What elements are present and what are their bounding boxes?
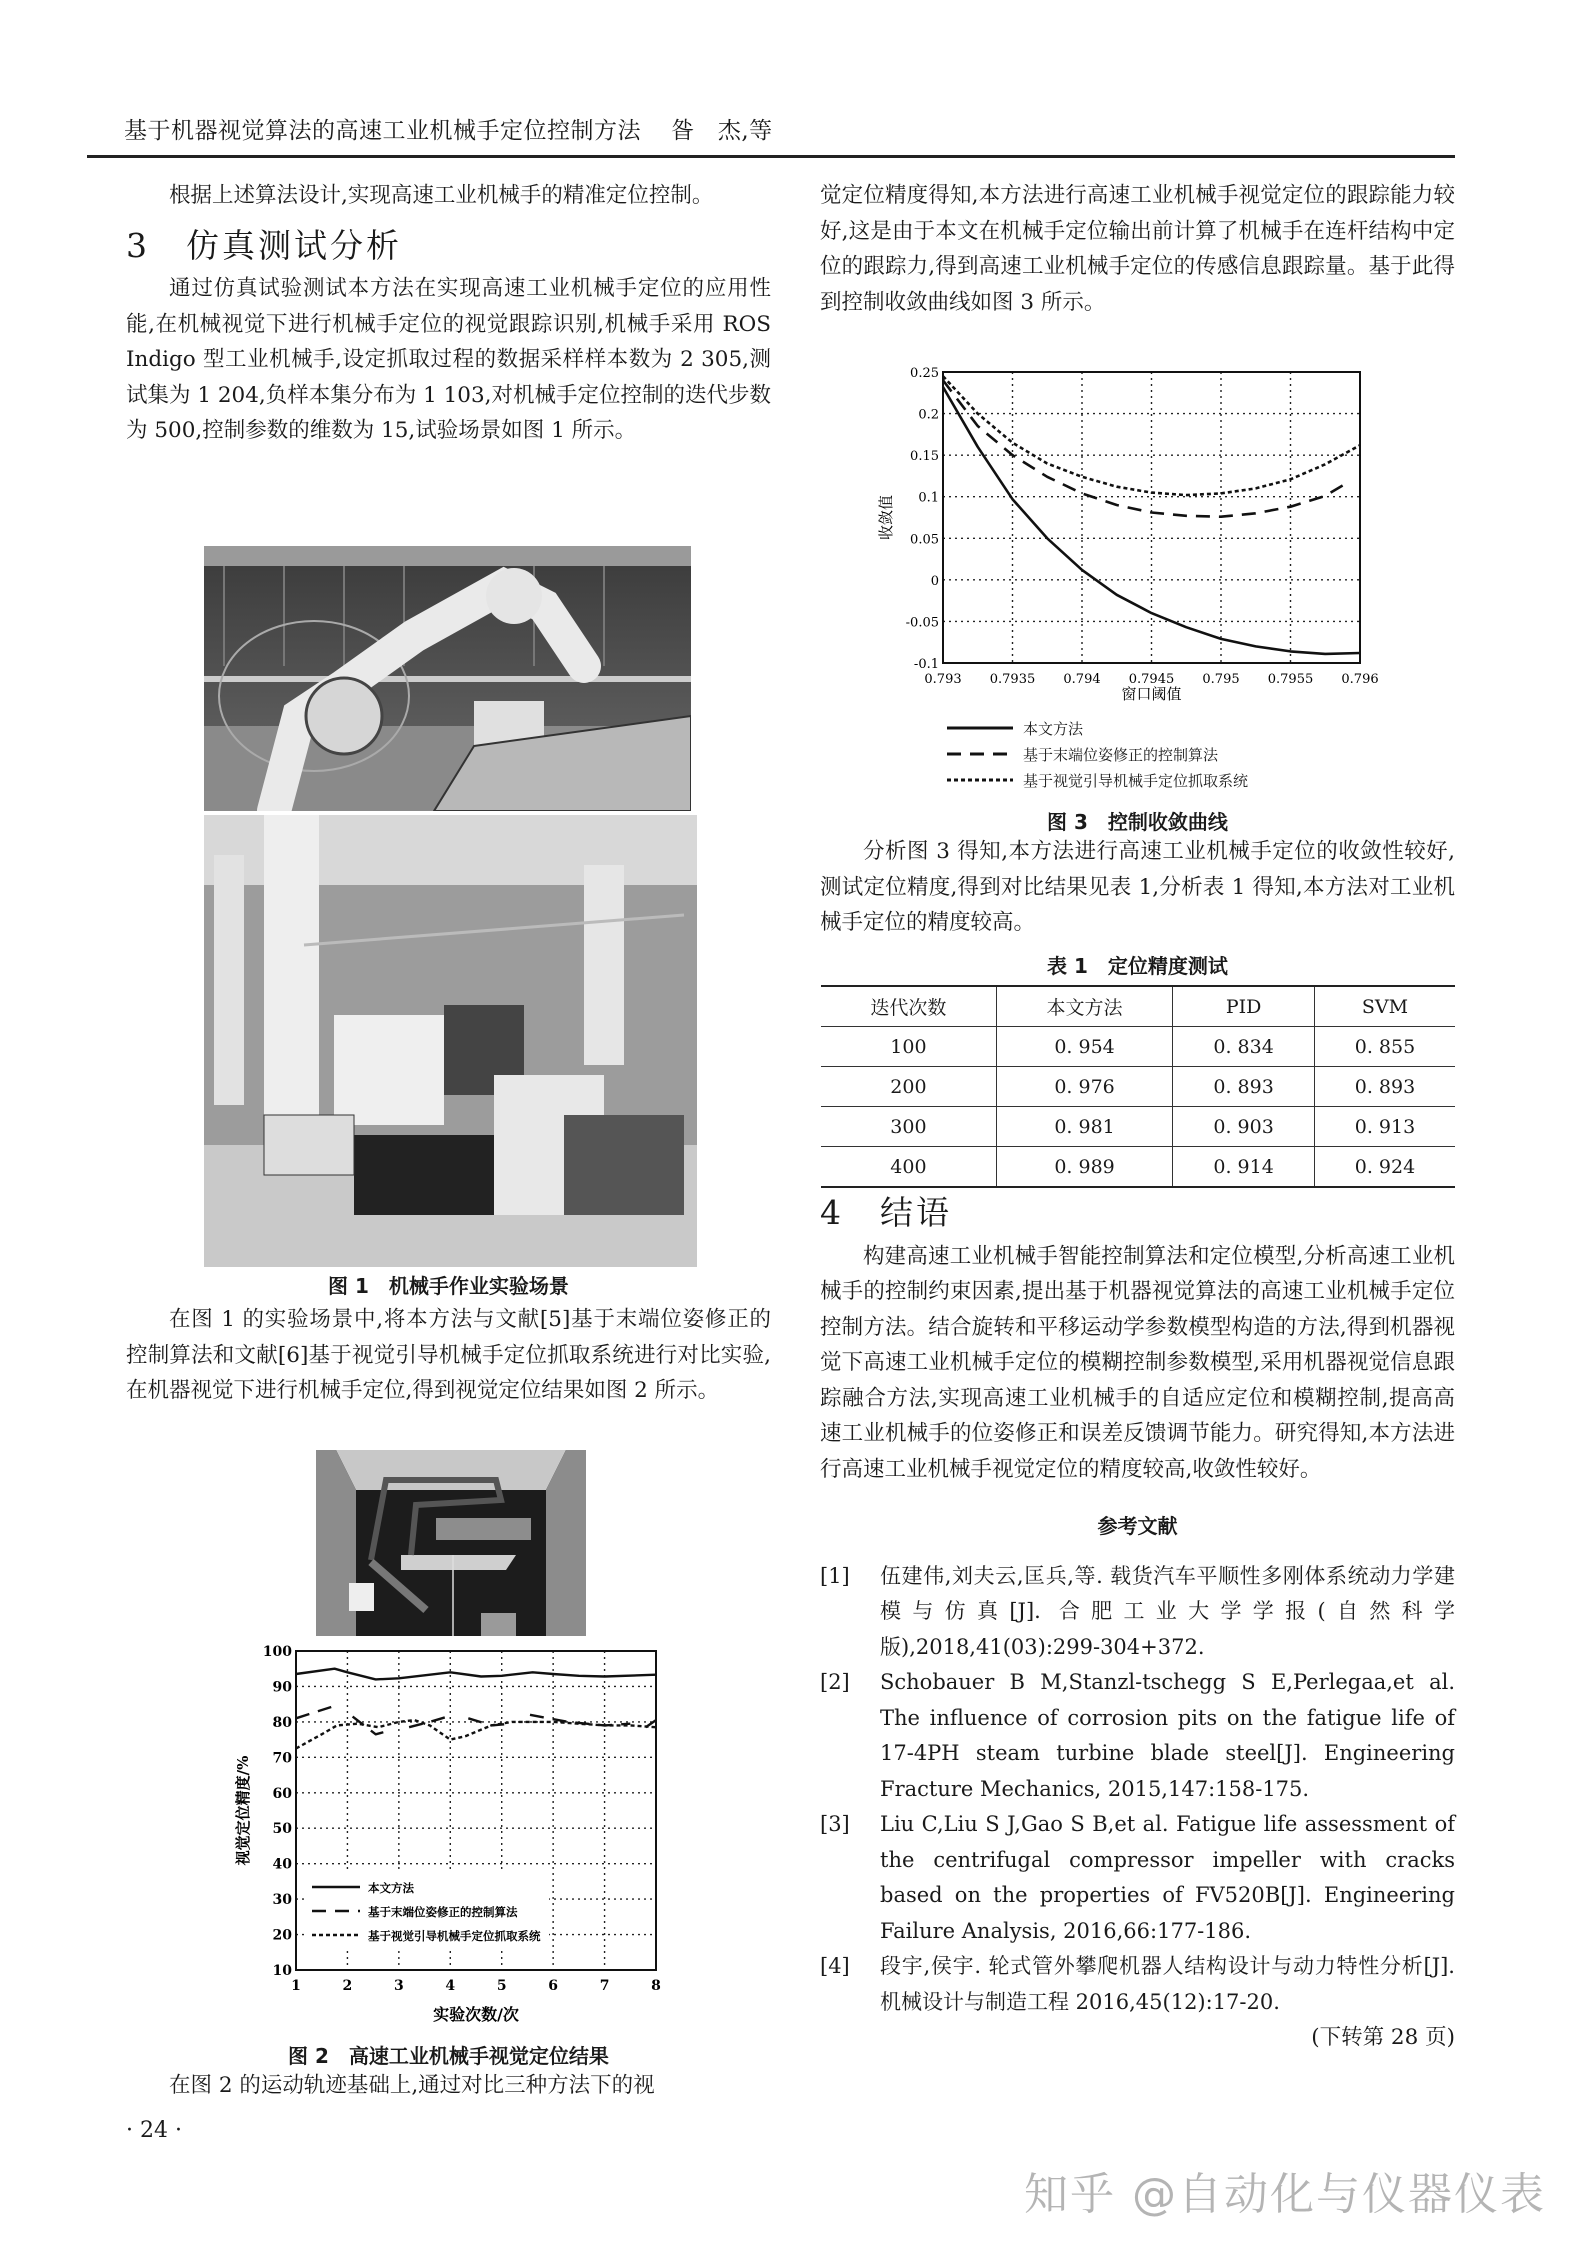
robot-arm-photo-image — [204, 546, 691, 811]
section-4-heading — [820, 1195, 1455, 1231]
fig3-y-tick-label: 0 — [930, 573, 939, 589]
table-header-cell: SVM — [1314, 986, 1455, 1027]
table-cell: 0. 913 — [1314, 1107, 1455, 1147]
fig2-y-tick-labels — [263, 1644, 292, 1979]
reference-item — [820, 1665, 1455, 1807]
figure-1-caption: 图 1 机械手作业实验场景 — [328, 1274, 569, 1298]
fig2-y-tick-label: 20 — [272, 1927, 292, 1944]
fig2-x-tick-label: 3 — [393, 1978, 404, 1994]
left-column-bottom — [126, 2068, 771, 2104]
table-cell: 0. 914 — [1173, 1147, 1315, 1188]
fig2-x-tick-label: 6 — [548, 1978, 559, 1994]
fig2-y-tick-label: 30 — [272, 1892, 292, 1909]
reference-item — [820, 1949, 1455, 2020]
fig3-y-axis-label: 收敛值 — [877, 494, 895, 541]
fig2-y-tick-label: 60 — [272, 1785, 292, 1802]
reference-item — [820, 1807, 1455, 1949]
fig3-y-tick-label: 0.2 — [918, 407, 939, 423]
fig2-y-tick-label: 40 — [272, 1856, 292, 1873]
running-title: 基于机器视觉算法的高速工业机械手定位控制方法 — [124, 118, 641, 144]
fig3-x-tick-label: 0.796 — [1341, 672, 1379, 687]
simulation-render — [316, 1450, 586, 1636]
fig2-y-axis-label: 视觉定位精度/% — [234, 1755, 252, 1866]
workshop-photo-image — [204, 815, 697, 1267]
section-number: 3 — [126, 225, 150, 265]
header-rule — [87, 155, 1455, 158]
fig3-legend-swatch — [945, 775, 1015, 785]
paragraph-figure-1: 在图 1 的实验场景中,将本方法与文献[5]基于末端位姿修正的控制算法和文献[6]基于视觉引导机械手定位抓取系统进行对比实验,在机器视觉下进行机械手定位,得到视觉定位结果如图 2 所示。 — [126, 1307, 771, 1403]
figure-2-simulation-image — [316, 1450, 586, 1636]
section-number: 4 — [820, 1193, 844, 1232]
fig3-x-axis-label: 窗口阈值 — [1121, 685, 1182, 703]
table-1-caption: 表 1 定位精度测试 — [1047, 954, 1228, 978]
fig2-series-line-1 — [296, 1669, 656, 1680]
table-cell: 200 — [821, 1067, 996, 1107]
fig2-y-tick-label: 50 — [272, 1821, 292, 1838]
table-cell: 100 — [821, 1027, 996, 1067]
running-authors: 昝 杰,等 — [670, 118, 773, 144]
paragraph-figure-3: 分析图 3 得知,本方法进行高速工业机械手定位的收敛性较好,测试定位精度,得到对比结果见表 1,分析表 1 得知,本方法对工业机械手定位的精度较高。 — [820, 839, 1455, 935]
fig3-y-tick-label: 0.25 — [910, 366, 939, 381]
fig3-x-tick-label: 0.7945 — [1128, 672, 1175, 687]
section-3-heading — [126, 225, 771, 265]
right-column-mid — [820, 834, 1455, 941]
table-1 — [821, 985, 1455, 1188]
fig3-x-tick-label: 0.7935 — [989, 672, 1036, 687]
table-cell: 0. 855 — [1314, 1027, 1455, 1067]
table-header-cell: 迭代次数 — [821, 986, 996, 1027]
table-row — [821, 1027, 1455, 1067]
paragraph-continuation: 觉定位精度得知,本方法进行高速工业机械手视觉定位的跟踪能力较好,这是由于本文在机械手定位输出前计算了机械手在连杆结构中定位的跟踪力,得到高速工业机械手定位的传感信息跟踪量。基于此得到控制收敛曲线如图 3 所示。 — [820, 183, 1455, 315]
fig2-series-line-2 — [296, 1706, 335, 1718]
running-header — [124, 112, 773, 145]
fig2-x-tick-labels — [291, 1978, 661, 1994]
fig2-x-tick-label: 8 — [651, 1978, 661, 1994]
fig2-x-tick-label: 5 — [496, 1978, 507, 1994]
table-cell: 0. 981 — [996, 1107, 1172, 1147]
table-cell: 0. 976 — [996, 1067, 1172, 1107]
section-title: 仿真测试分析 — [186, 225, 402, 265]
fig3-legend-swatch — [945, 749, 1015, 759]
fig3-y-tick-label: -0.05 — [905, 615, 939, 631]
figure-1-photo-workshop — [204, 815, 697, 1267]
fig2-x-axis-label: 实验次数/次 — [433, 2005, 519, 2024]
fig2-series — [296, 1669, 656, 1749]
figure-3-chart — [870, 355, 1410, 705]
fig3-y-tick-label: 0.05 — [910, 532, 939, 548]
table-cell: 0. 893 — [1314, 1067, 1455, 1107]
fig3-y-tick-label: 0.15 — [910, 449, 939, 465]
reference-number: [2] — [820, 1670, 850, 1694]
figure-2-caption: 图 2 高速工业机械手视觉定位结果 — [288, 2044, 609, 2068]
paragraph-simulation: 通过仿真试验测试本方法在实现高速工业机械手定位的应用性能,在机械视觉下进行机械手定位的视觉跟踪识别,机械手采用 ROS Indigo 型工业机械手,设定抓取过程的数据采样样本数为 2 305,测试集为 1 204,负样本集分布为 1 103,对机械手定位控制的迭代步数为 500,控制参数的维数为 15,试验场景如图 1 所示。 — [126, 276, 771, 443]
reference-number: [4] — [820, 1954, 850, 1978]
fig3-legend-label: 基于末端位姿修正的控制算法 — [1023, 745, 1219, 764]
fig2-x-tick-label: 2 — [342, 1978, 353, 1994]
fig3-legend-swatch — [945, 723, 1015, 733]
reference-item — [820, 1559, 1455, 1666]
table-header-cell: PID — [1173, 986, 1315, 1027]
fig2-y-tick-label: 100 — [262, 1644, 292, 1660]
reference-text: 段宇,侯宇. 轮式管外攀爬机器人结构设计与动力特性分析[J]. 机械设计与制造工程 2016,45(12):17-20. — [880, 1954, 1455, 2014]
reference-text: 伍建伟,刘夫云,匡兵,等. 载货汽车平顺性多刚体系统动力学建模与仿真[J]. 合肥工业大学学报(自然科学版),2018,41(03):299-304+372. — [880, 1563, 1455, 1659]
table-row — [821, 1107, 1455, 1147]
fig3-series-line-3 — [943, 376, 1360, 495]
fig2-legend-label: 本文方法 — [368, 1881, 414, 1895]
paragraph-conclusion: 构建高速工业机械手智能控制算法和定位模型,分析高速工业机械手的控制约束因素,提出基于机器视觉算法的高速工业机械手定位控制方法。结合旋转和平移运动学参数模型构造的方法,得到机器视觉下高速工业机械手定位的模糊控制参数模型,采用机器视觉信息跟踪融合方法,实现高速工业机械手的自适应定位和模糊控制,提高高速工业机械手的位姿修正和误差反馈调节能力。研究得知,本方法进行高速工业机械手视觉定位的精度较高,收敛性较好。 — [820, 1243, 1455, 1482]
fig2-x-tick-label: 1 — [291, 1978, 301, 1994]
fig3-grid — [943, 372, 1360, 663]
paragraph-intro: 根据上述算法设计,实现高速工业机械手的精准定位控制。 — [169, 183, 714, 208]
table-header-row — [821, 986, 1455, 1027]
fig2-y-tick-label: 90 — [272, 1679, 292, 1696]
fig3-legend-item — [945, 741, 1248, 767]
table-header-cell: 本文方法 — [996, 986, 1172, 1027]
fig3-x-tick-label: 0.795 — [1202, 672, 1240, 687]
reference-text: Schobauer B M,Stanzl-tschegg S E,Perlegaa,et al. The influence of corrosion pits on the fatigue life of 17-4PH steam turbine blade steel[J]. Engineering Fracture Mechanics, 2015,147:158-175. — [880, 1670, 1455, 1801]
reference-number: [3] — [820, 1812, 850, 1836]
fig3-y-tick-label: 0.1 — [918, 490, 939, 506]
fig2-series-line-2 — [530, 1715, 630, 1726]
section-title: 结语 — [880, 1193, 952, 1232]
fig3-y-tick-label: -0.1 — [913, 657, 939, 672]
fig3-x-tick-label: 0.7955 — [1267, 672, 1314, 687]
fig3-legend-label: 基于视觉引导机械手定位抓取系统 — [1023, 771, 1249, 790]
table-cell: 0. 954 — [996, 1027, 1172, 1067]
fig3-y-tick-labels — [906, 366, 939, 672]
fig2-x-tick-label: 7 — [599, 1978, 610, 1994]
fig3-legend-label: 本文方法 — [1023, 719, 1084, 738]
table-cell: 0. 989 — [996, 1147, 1172, 1188]
reference-number: [1] — [820, 1563, 850, 1588]
table-cell: 0. 903 — [1173, 1107, 1315, 1147]
fig3-series — [943, 376, 1360, 654]
fig2-y-tick-label: 10 — [272, 1963, 292, 1979]
table-row — [821, 1067, 1455, 1107]
table-cell: 0. 893 — [1173, 1067, 1315, 1107]
table-cell: 0. 834 — [1173, 1027, 1315, 1067]
figure-1-photo-robot-arm — [204, 546, 691, 811]
page-number: · 24 · — [126, 2118, 182, 2143]
fig2-legend-label: 基于视觉引导机械手定位抓取系统 — [368, 1929, 541, 1943]
fig3-x-tick-label: 0.794 — [1063, 672, 1101, 687]
fig2-y-tick-label: 70 — [272, 1750, 292, 1767]
continued-note: (下转第 28 页) — [1311, 2025, 1455, 2050]
figure-2-chart — [215, 1640, 685, 2035]
right-column-top — [820, 178, 1455, 320]
fig3-legend-item — [945, 767, 1248, 793]
paragraph-figure-2: 在图 2 的运动轨迹基础上,通过对比三种方法下的视 — [169, 2073, 655, 2098]
fig3-legend-item — [945, 715, 1248, 741]
fig2-y-tick-label: 80 — [272, 1714, 292, 1731]
fig2-legend-label: 基于末端位姿修正的控制算法 — [368, 1905, 518, 1919]
references-heading: 参考文献 — [1097, 1514, 1178, 1538]
reference-text: Liu C,Liu S J,Gao S B,et al. Fatigue life assessment of the centrifugal compressor impeller with cracks based on the properties of FV520B[J]. Engineering Failure Analysis, 2016,66:177-186. — [880, 1812, 1455, 1943]
table-cell: 300 — [821, 1107, 996, 1147]
right-column-bottom — [820, 1195, 1455, 2056]
left-column-mid — [126, 1302, 771, 1409]
table-row — [821, 1147, 1455, 1188]
fig3-legend — [945, 715, 1248, 793]
figure-3-caption: 图 3 控制收敛曲线 — [1047, 810, 1228, 834]
watermark-text: 知乎 @自动化与仪器仪表 — [1024, 2169, 1546, 2220]
left-column-top — [126, 178, 771, 449]
fig3-x-tick-label: 0.793 — [924, 672, 962, 687]
table-cell: 400 — [821, 1147, 996, 1188]
table-cell: 0. 924 — [1314, 1147, 1455, 1188]
fig2-x-tick-label: 4 — [445, 1978, 456, 1994]
